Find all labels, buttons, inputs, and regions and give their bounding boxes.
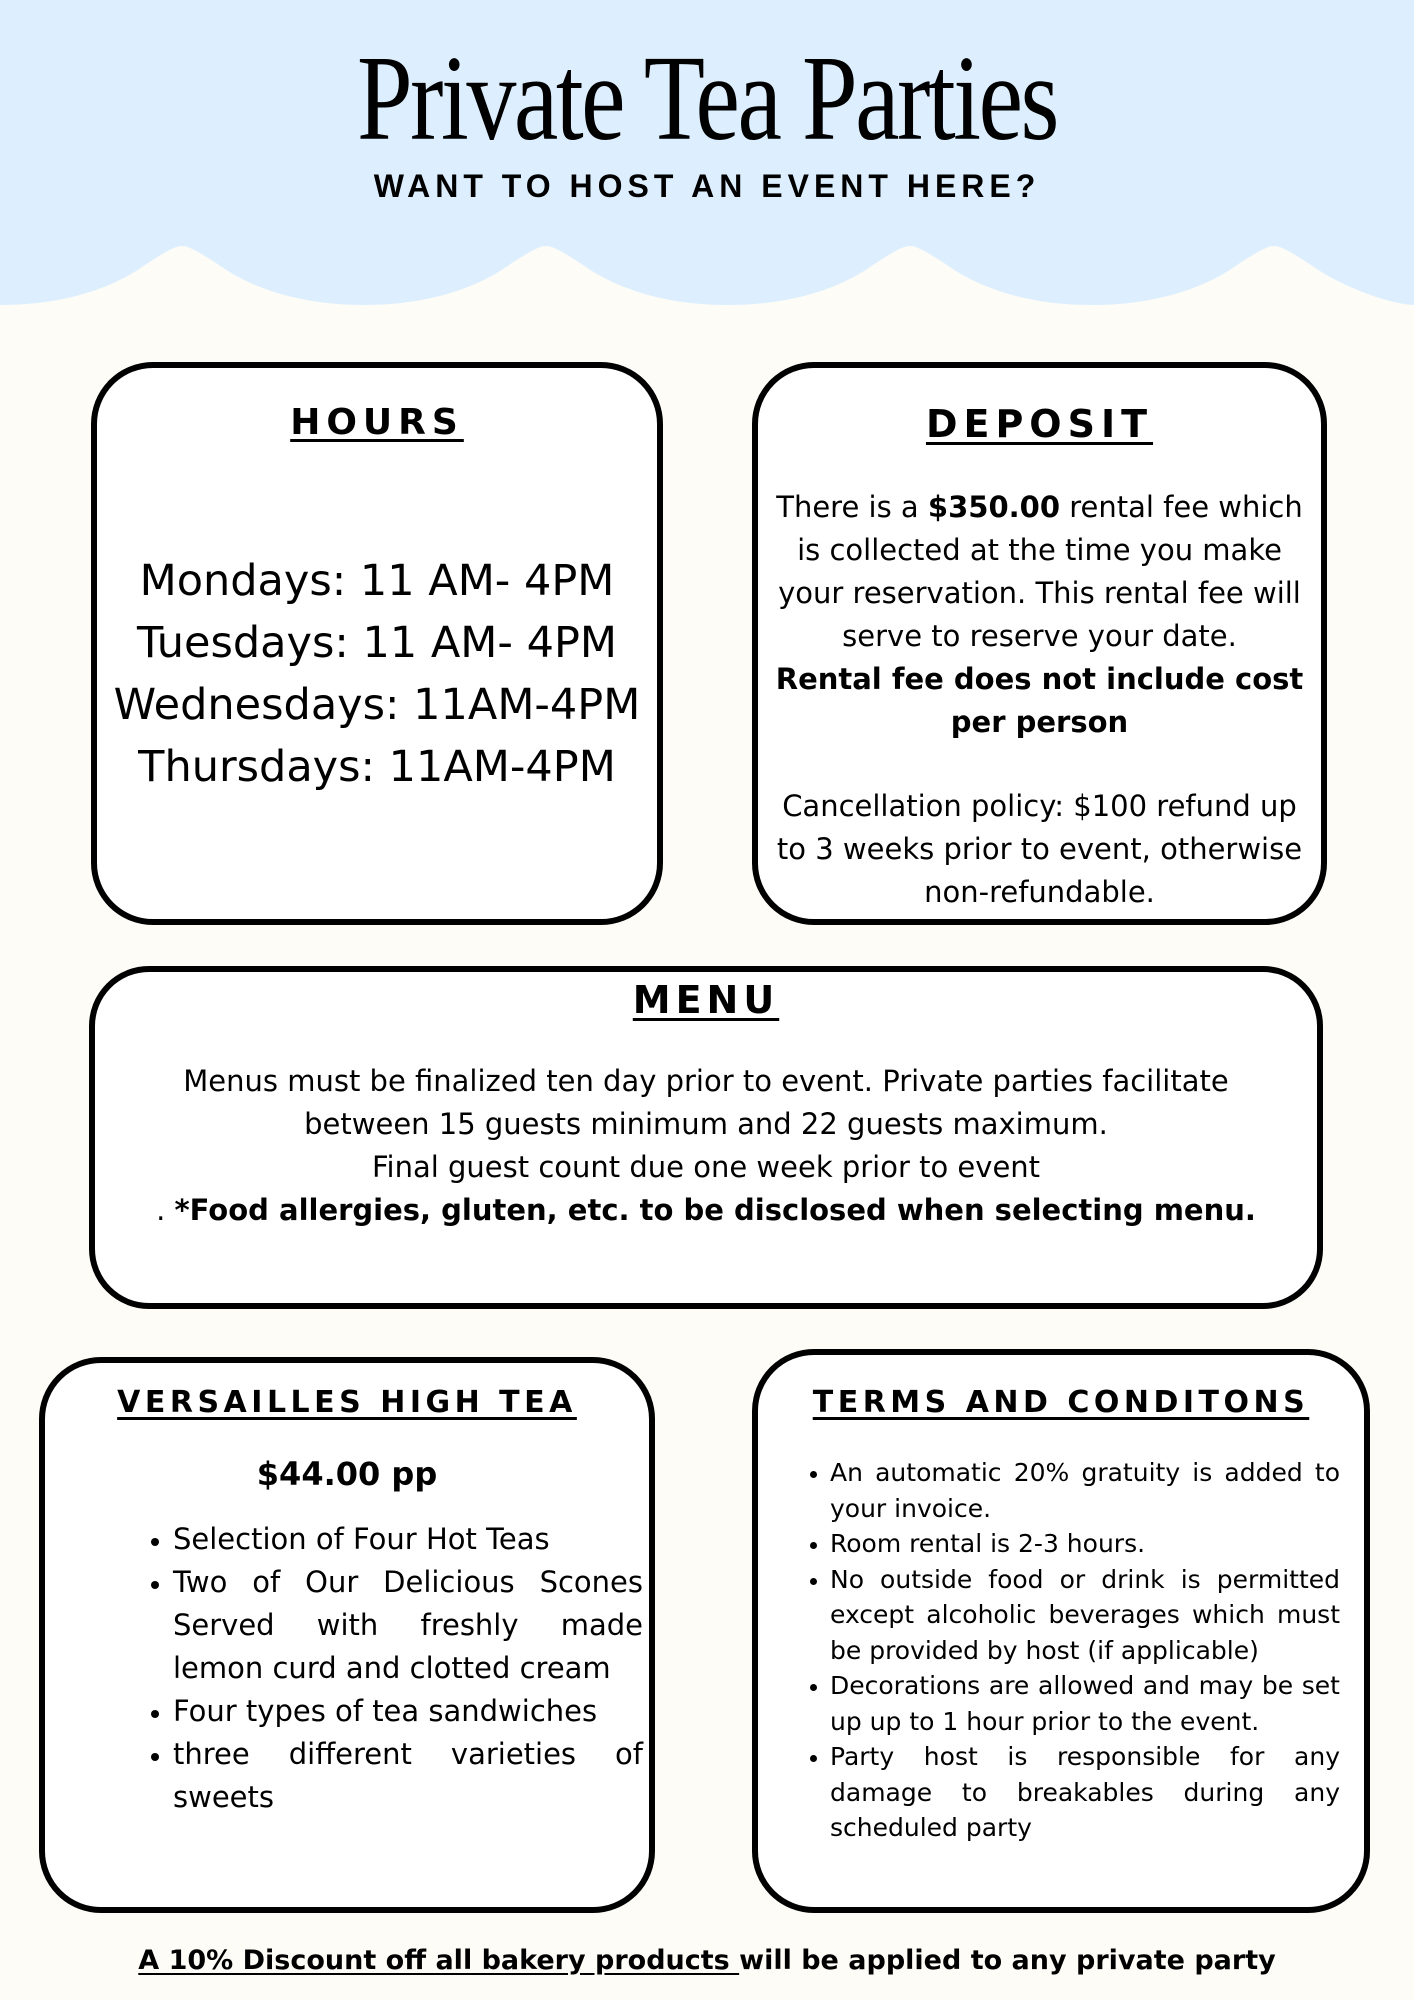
versailles-items bbox=[129, 1518, 643, 1819]
hours-list bbox=[97, 550, 657, 798]
discount-highlight: A 10% Discount off all bakery products bbox=[138, 1945, 740, 1976]
menu-heading: MENU bbox=[632, 978, 780, 1022]
list-item: • Two of Our Delicious Scones Served with freshly made lemon curd and clotted cream bbox=[173, 1561, 643, 1690]
hours-line: Tuesdays: 11 AM- 4PM bbox=[137, 618, 617, 668]
hours-line: Mondays: 11 AM- 4PM bbox=[139, 556, 615, 606]
page-title: Private Tea Parties bbox=[356, 31, 1058, 166]
terms-card bbox=[752, 1349, 1370, 1913]
allergy-note: . *Food allergies, gluten, etc. to be disclosed when selecting menu. bbox=[156, 1193, 1256, 1227]
hours-line: Thursdays: 11AM-4PM bbox=[138, 742, 616, 792]
cancellation-policy: Cancellation policy: $100 refund up to 3 weeks prior to event, otherwise non-refundable. bbox=[776, 789, 1303, 909]
menu-line: Final guest count due one week prior to event bbox=[371, 1150, 1041, 1184]
deposit-heading: DEPOSIT bbox=[925, 402, 1154, 446]
list-item: • Room rental is 2-3 hours. bbox=[830, 1526, 1340, 1562]
deposit-intro: There is a $350.00 rental fee which is collected at the time you make your reservation. This rental fee will serve to reserve your date. bbox=[776, 490, 1303, 653]
menu-line: between 15 guests minimum and 22 guests maximum. bbox=[304, 1107, 1108, 1141]
list-item: • Selection of Four Hot Teas bbox=[173, 1518, 643, 1561]
list-item: • Party host is responsible for any damage to breakables during any scheduled party bbox=[830, 1739, 1340, 1846]
versailles-high-tea-card bbox=[39, 1357, 655, 1913]
price-per-person: $44.00 pp bbox=[256, 1455, 438, 1493]
list-item: • Decorations are allowed and may be set up up to 1 hour prior to the event. bbox=[830, 1668, 1340, 1739]
list-item: • An automatic 20% gratuity is added to your invoice. bbox=[830, 1455, 1340, 1526]
menu-line: Menus must be finalized ten day prior to event. Private parties facilitate bbox=[183, 1064, 1229, 1098]
list-item: • Four types of tea sandwiches bbox=[173, 1690, 643, 1733]
hours-line: Wednesdays: 11AM-4PM bbox=[113, 680, 641, 730]
hours-card bbox=[91, 362, 663, 925]
deposit-note: Rental fee does not include cost per person bbox=[775, 662, 1304, 739]
terms-list bbox=[786, 1455, 1340, 1846]
list-item: • No outside food or drink is permitted except alcoholic beverages which must be provided by host (if applicable) bbox=[830, 1562, 1340, 1669]
page-subtitle: WANT TO HOST AN EVENT HERE? bbox=[373, 168, 1041, 204]
hours-heading: HOURS bbox=[290, 402, 464, 443]
menu-card bbox=[89, 966, 1323, 1309]
discount-footer: A 10% Discount off all bakery products will be applied to any private party bbox=[138, 1945, 1276, 1976]
deposit-card bbox=[752, 362, 1327, 925]
deposit-amount: $350.00 bbox=[927, 490, 1060, 524]
deposit-body bbox=[768, 486, 1311, 914]
list-item: • three different varieties of sweets bbox=[173, 1733, 643, 1819]
versailles-heading: VERSAILLES HIGH TEA bbox=[117, 1385, 577, 1420]
menu-body bbox=[115, 1060, 1297, 1232]
terms-heading: TERMS AND CONDITONS bbox=[812, 1385, 1310, 1420]
